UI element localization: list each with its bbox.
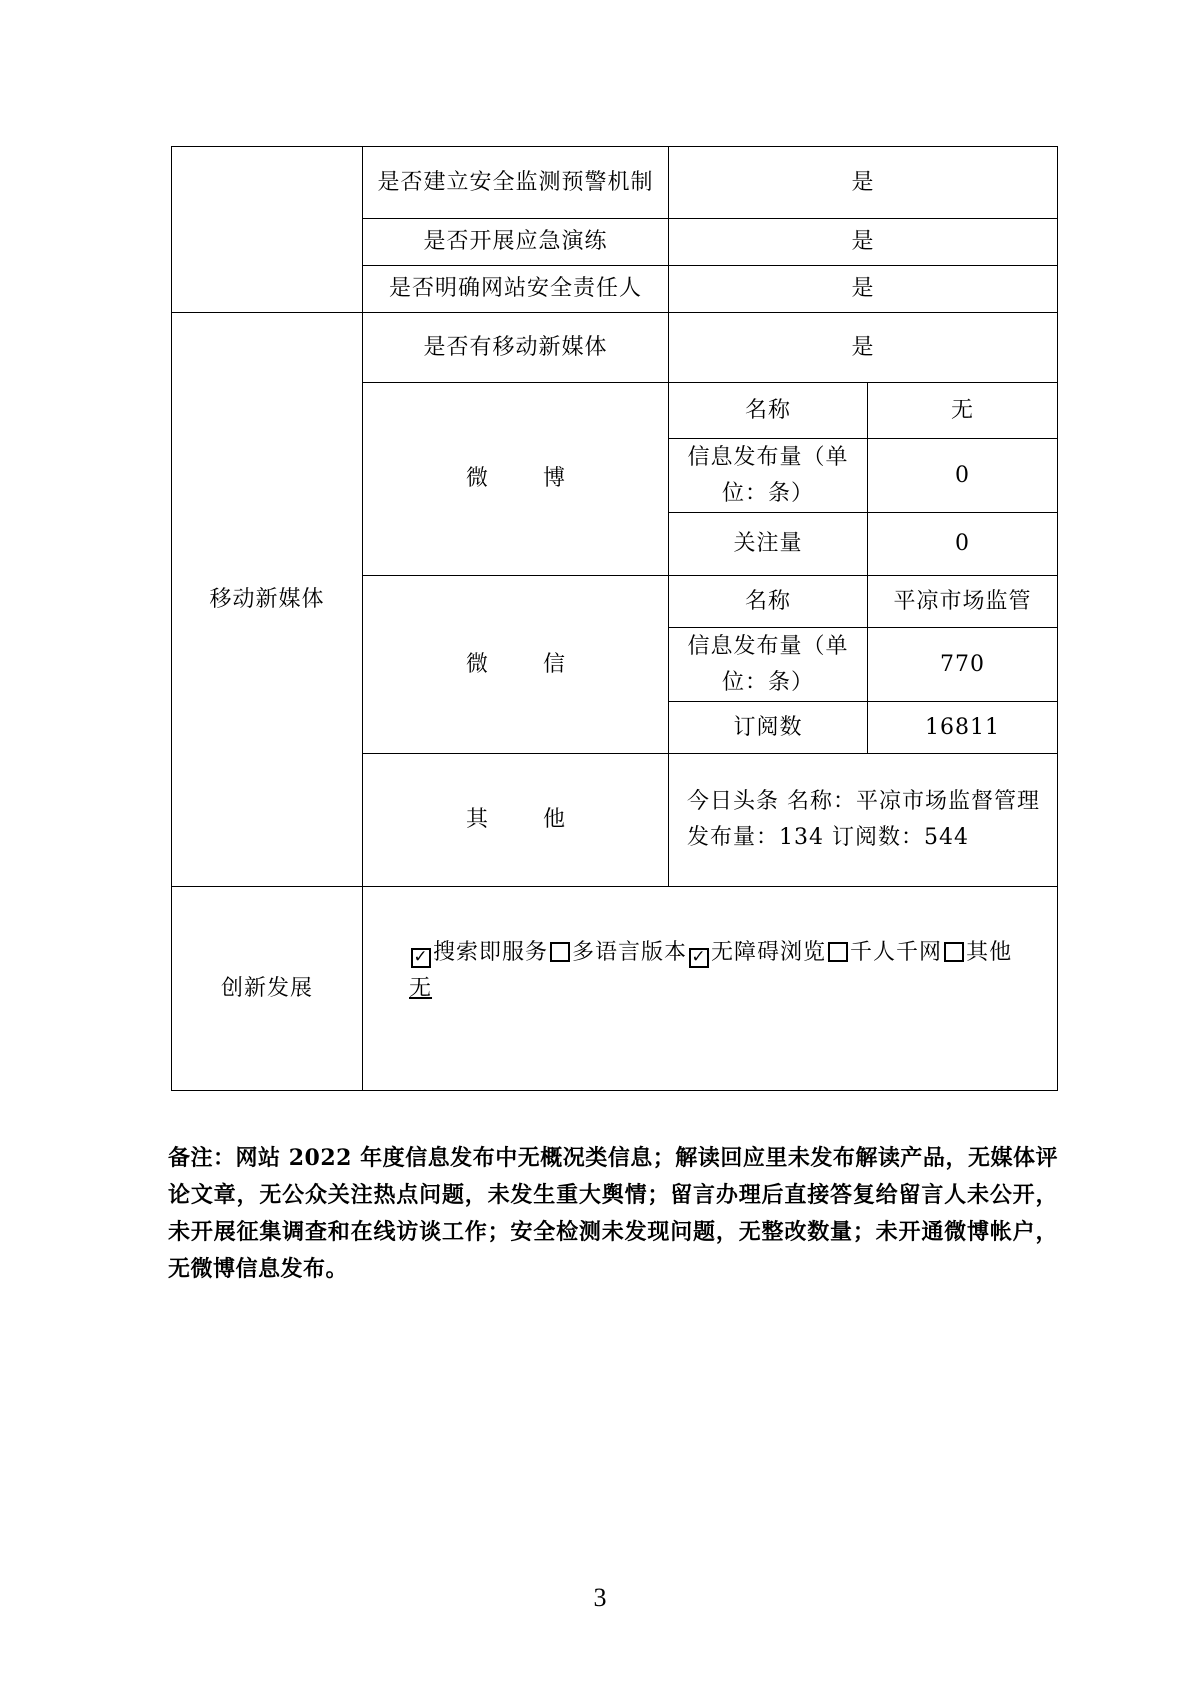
other-value: 今日头条 名称：平凉市场监督管理 发布量：134 订阅数：544 <box>669 754 1058 887</box>
unchecked-box-icon <box>944 942 964 962</box>
monitor-label: 是否建立安全监测预警机制 <box>363 147 669 219</box>
weibo-name-value: 无 <box>868 383 1058 439</box>
drill-label: 是否开展应急演练 <box>363 219 669 266</box>
innovation-option-label: 多语言版本 <box>572 939 688 965</box>
weibo-label: 微 博 <box>363 383 669 576</box>
monitor-value: 是 <box>669 147 1058 219</box>
weibo-posts-label: 信息发布量（单位：条） <box>669 439 868 513</box>
innovation-other-value: 无 <box>409 975 433 1001</box>
mobile-media-label: 移动新媒体 <box>172 313 363 887</box>
responsible-label: 是否明确网站安全责任人 <box>363 266 669 313</box>
weibo-posts-value: 0 <box>868 439 1058 513</box>
wechat-subs-label: 订阅数 <box>669 702 868 754</box>
remarks-note: 备注：网站 2022 年度信息发布中无概况类信息；解读回应里未发布解读产品，无媒体评论文章，无公众关注热点问题，未发生重大舆情；留言办理后直接答复给留言人未公开，未开展征集调查和在线访谈工作；安全检测未发现问题，无整改数量；未开通微博帐户，无微博信息发布。 <box>168 1145 1058 1282</box>
has-mobile-value: 是 <box>669 313 1058 383</box>
drill-value: 是 <box>669 219 1058 266</box>
wechat-posts-value: 770 <box>868 628 1058 702</box>
responsible-value: 是 <box>669 266 1058 313</box>
wechat-name-label: 名称 <box>669 576 868 628</box>
wechat-posts-label: 信息发布量（单位：条） <box>669 628 868 702</box>
weibo-follow-value: 0 <box>868 513 1058 576</box>
innovation-label: 创新发展 <box>172 887 363 1091</box>
innovation-option-label: 搜索即服务 <box>433 939 549 965</box>
wechat-label: 微 信 <box>363 576 669 754</box>
wechat-subs-value: 16811 <box>868 702 1058 754</box>
innovation-option-label: 千人千网 <box>850 939 943 965</box>
section-label-empty <box>172 147 363 313</box>
statistics-table <box>171 146 1071 1091</box>
other-label: 其 他 <box>363 754 669 887</box>
unchecked-box-icon <box>550 942 570 962</box>
has-mobile-label: 是否有移动新媒体 <box>363 313 669 383</box>
weibo-follow-label: 关注量 <box>669 513 868 576</box>
innovation-option-label: 其他 <box>966 939 1013 965</box>
innovation-option-label: 无障碍浏览 <box>711 939 827 965</box>
innovation-options <box>363 887 1058 1091</box>
wechat-name-value: 平凉市场监管 <box>868 576 1058 628</box>
unchecked-box-icon <box>828 942 848 962</box>
checked-box-icon: ✓ <box>411 948 431 968</box>
checked-box-icon: ✓ <box>689 948 709 968</box>
weibo-name-label: 名称 <box>669 383 868 439</box>
page-number: 3 <box>593 1583 607 1612</box>
